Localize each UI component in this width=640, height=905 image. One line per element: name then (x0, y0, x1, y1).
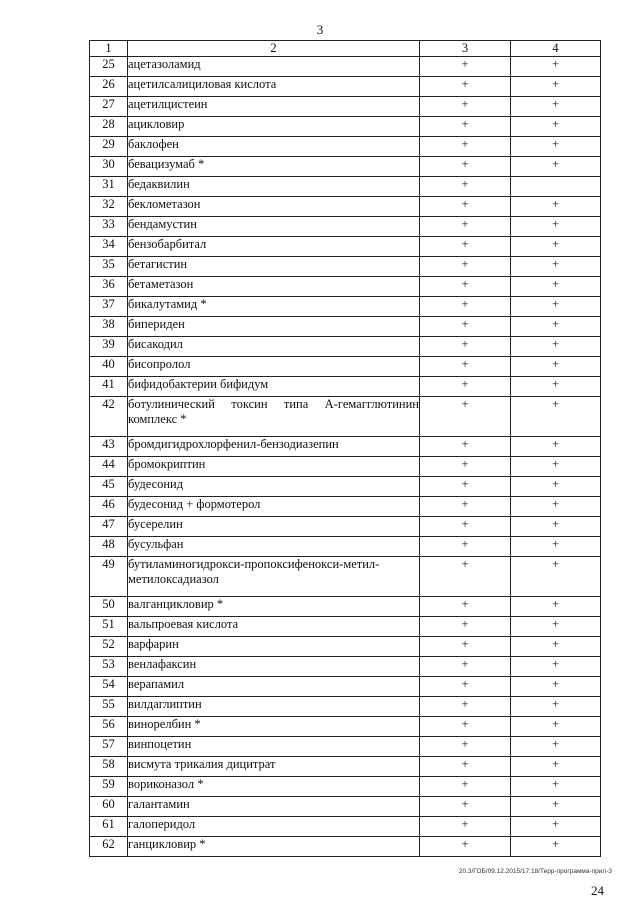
row-number: 44 (90, 457, 128, 477)
column-3-mark: + (420, 537, 511, 557)
table-row (90, 537, 601, 557)
drug-name: бетагистин (128, 257, 420, 277)
header-col-2: 2 (128, 41, 420, 57)
column-4-mark: + (511, 477, 601, 497)
table-row (90, 817, 601, 837)
drug-name: венлафаксин (128, 657, 420, 677)
column-3-mark: + (420, 777, 511, 797)
column-3-mark: + (420, 157, 511, 177)
page-number-bottom: 24 (591, 883, 604, 898)
drug-name: галоперидол (128, 817, 420, 837)
drug-name: бусульфан (128, 537, 420, 557)
column-4-mark: + (511, 197, 601, 217)
column-4-mark: + (511, 137, 601, 157)
row-number: 40 (90, 357, 128, 377)
table-row (90, 697, 601, 717)
column-4-mark: + (511, 557, 601, 597)
drug-name: бромокриптин (128, 457, 420, 477)
row-number: 48 (90, 537, 128, 557)
column-3-mark: + (420, 837, 511, 857)
drug-name: будесонид + формотерол (128, 497, 420, 517)
column-3-mark: + (420, 657, 511, 677)
table-row (90, 237, 601, 257)
drug-name: ботулинический токсин типа А-гемагглютинин комплекс * (128, 397, 420, 437)
row-number: 55 (90, 697, 128, 717)
drug-name: бусерелин (128, 517, 420, 537)
row-number: 42 (90, 397, 128, 437)
drug-name: бедаквилин (128, 177, 420, 197)
footer-document-code: 20.3/ГОБ/09.12.2015/17:18/Терр-программа-прил-3 (458, 868, 612, 875)
row-number: 33 (90, 217, 128, 237)
column-4-mark: + (511, 457, 601, 477)
row-number: 47 (90, 517, 128, 537)
table-row (90, 377, 601, 397)
row-number: 25 (90, 57, 128, 77)
drug-name: валганцикловир * (128, 597, 420, 617)
table-row (90, 457, 601, 477)
table-row (90, 837, 601, 857)
column-4-mark: + (511, 57, 601, 77)
column-3-mark: + (420, 77, 511, 97)
table-row (90, 637, 601, 657)
column-4-mark: + (511, 757, 601, 777)
column-3-mark: + (420, 597, 511, 617)
row-number: 46 (90, 497, 128, 517)
drug-name: вориконазол * (128, 777, 420, 797)
column-4-mark: + (511, 637, 601, 657)
drug-name: ацикловир (128, 117, 420, 137)
column-4-mark: + (511, 737, 601, 757)
row-number: 58 (90, 757, 128, 777)
header-col-1: 1 (90, 41, 128, 57)
column-3-mark: + (420, 257, 511, 277)
column-3-mark: + (420, 57, 511, 77)
table-row (90, 657, 601, 677)
drug-name: бензобарбитал (128, 237, 420, 257)
column-4-mark: + (511, 297, 601, 317)
column-3-mark: + (420, 817, 511, 837)
row-number: 57 (90, 737, 128, 757)
header-col-3: 3 (420, 41, 511, 57)
column-4-mark: + (511, 617, 601, 637)
table-row (90, 77, 601, 97)
column-4-mark: + (511, 257, 601, 277)
column-4-mark: + (511, 437, 601, 457)
column-4-mark: + (511, 317, 601, 337)
row-number: 41 (90, 377, 128, 397)
drug-name: бетаметазон (128, 277, 420, 297)
drug-name: ганцикловир * (128, 837, 420, 857)
row-number: 35 (90, 257, 128, 277)
column-3-mark: + (420, 437, 511, 457)
drug-name: баклофен (128, 137, 420, 157)
table-row (90, 517, 601, 537)
column-3-mark: + (420, 637, 511, 657)
row-number: 36 (90, 277, 128, 297)
drug-name: бевацизумаб * (128, 157, 420, 177)
column-3-mark: + (420, 737, 511, 757)
column-4-mark: + (511, 797, 601, 817)
column-4-mark: + (511, 597, 601, 617)
table-row (90, 217, 601, 237)
row-number: 38 (90, 317, 128, 337)
column-4-mark (511, 177, 601, 197)
table-row (90, 437, 601, 457)
table-row (90, 397, 601, 437)
row-number: 34 (90, 237, 128, 257)
table-row (90, 357, 601, 377)
column-4-mark: + (511, 817, 601, 837)
row-number: 39 (90, 337, 128, 357)
table-row (90, 557, 601, 597)
row-number: 59 (90, 777, 128, 797)
column-3-mark: + (420, 477, 511, 497)
table-row (90, 597, 601, 617)
row-number: 50 (90, 597, 128, 617)
drug-name: беклометазон (128, 197, 420, 217)
drug-name: бисакодил (128, 337, 420, 357)
drug-name: висмута трикалия дицитрат (128, 757, 420, 777)
column-3-mark: + (420, 137, 511, 157)
drug-name: ацетазоламид (128, 57, 420, 77)
drug-name: бипериден (128, 317, 420, 337)
row-number: 28 (90, 117, 128, 137)
row-number: 62 (90, 837, 128, 857)
column-4-mark: + (511, 397, 601, 437)
column-3-mark: + (420, 617, 511, 637)
table-row (90, 317, 601, 337)
row-number: 60 (90, 797, 128, 817)
column-4-mark: + (511, 277, 601, 297)
column-4-mark: + (511, 237, 601, 257)
row-number: 54 (90, 677, 128, 697)
table-row (90, 777, 601, 797)
column-4-mark: + (511, 497, 601, 517)
drug-name: бутиламиногидрокси-пропоксифенокси-метил-метилоксадиазол (128, 557, 420, 597)
row-number: 32 (90, 197, 128, 217)
column-4-mark: + (511, 837, 601, 857)
header-col-4: 4 (511, 41, 601, 57)
row-number: 53 (90, 657, 128, 677)
table-row (90, 137, 601, 157)
table-row (90, 797, 601, 817)
drug-name: бисопролол (128, 357, 420, 377)
column-3-mark: + (420, 497, 511, 517)
column-4-mark: + (511, 537, 601, 557)
column-4-mark: + (511, 157, 601, 177)
drug-name: винорелбин * (128, 717, 420, 737)
row-number: 37 (90, 297, 128, 317)
drug-name: бикалутамид * (128, 297, 420, 317)
column-3-mark: + (420, 317, 511, 337)
row-number: 26 (90, 77, 128, 97)
row-number: 45 (90, 477, 128, 497)
table-row (90, 677, 601, 697)
table-row (90, 337, 601, 357)
table-row (90, 497, 601, 517)
column-3-mark: + (420, 357, 511, 377)
column-4-mark: + (511, 677, 601, 697)
column-4-mark: + (511, 377, 601, 397)
column-3-mark: + (420, 297, 511, 317)
column-3-mark: + (420, 237, 511, 257)
column-4-mark: + (511, 97, 601, 117)
column-3-mark: + (420, 677, 511, 697)
column-4-mark: + (511, 717, 601, 737)
column-4-mark: + (511, 117, 601, 137)
row-number: 30 (90, 157, 128, 177)
column-4-mark: + (511, 337, 601, 357)
column-3-mark: + (420, 177, 511, 197)
column-3-mark: + (420, 197, 511, 217)
row-number: 31 (90, 177, 128, 197)
table-row (90, 737, 601, 757)
column-3-mark: + (420, 457, 511, 477)
page-number-top: 3 (316, 22, 324, 37)
drug-name: галантамин (128, 797, 420, 817)
drug-name: бендамустин (128, 217, 420, 237)
drug-name: верапамил (128, 677, 420, 697)
column-3-mark: + (420, 397, 511, 437)
table-row (90, 57, 601, 77)
row-number: 61 (90, 817, 128, 837)
drug-name: вилдаглиптин (128, 697, 420, 717)
table-row (90, 757, 601, 777)
column-3-mark: + (420, 217, 511, 237)
column-3-mark: + (420, 377, 511, 397)
drug-name: ацетилсалициловая кислота (128, 77, 420, 97)
drug-name: вальпроевая кислота (128, 617, 420, 637)
drug-name: винпоцетин (128, 737, 420, 757)
table-row (90, 157, 601, 177)
column-3-mark: + (420, 277, 511, 297)
column-4-mark: + (511, 517, 601, 537)
column-4-mark: + (511, 777, 601, 797)
column-3-mark: + (420, 97, 511, 117)
drug-name: бифидобактерии бифидум (128, 377, 420, 397)
row-number: 27 (90, 97, 128, 117)
table-row (90, 197, 601, 217)
drug-name: варфарин (128, 637, 420, 657)
column-3-mark: + (420, 697, 511, 717)
table-header-row (90, 41, 601, 57)
column-3-mark: + (420, 757, 511, 777)
row-number: 43 (90, 437, 128, 457)
column-4-mark: + (511, 217, 601, 237)
column-3-mark: + (420, 337, 511, 357)
column-4-mark: + (511, 657, 601, 677)
table-row (90, 177, 601, 197)
column-4-mark: + (511, 697, 601, 717)
table-row (90, 277, 601, 297)
row-number: 49 (90, 557, 128, 597)
drug-list-table (89, 40, 601, 857)
table-row (90, 297, 601, 317)
row-number: 51 (90, 617, 128, 637)
drug-name: будесонид (128, 477, 420, 497)
column-3-mark: + (420, 557, 511, 597)
column-3-mark: + (420, 117, 511, 137)
table-row (90, 257, 601, 277)
column-3-mark: + (420, 517, 511, 537)
column-4-mark: + (511, 357, 601, 377)
column-3-mark: + (420, 797, 511, 817)
column-3-mark: + (420, 717, 511, 737)
table-row (90, 717, 601, 737)
table-row (90, 617, 601, 637)
row-number: 29 (90, 137, 128, 157)
drug-name: бромдигидрохлорфенил-бензодиазепин (128, 437, 420, 457)
row-number: 52 (90, 637, 128, 657)
row-number: 56 (90, 717, 128, 737)
table-row (90, 117, 601, 137)
drug-name: ацетилцистеин (128, 97, 420, 117)
table-row (90, 477, 601, 497)
table-row (90, 97, 601, 117)
column-4-mark: + (511, 77, 601, 97)
